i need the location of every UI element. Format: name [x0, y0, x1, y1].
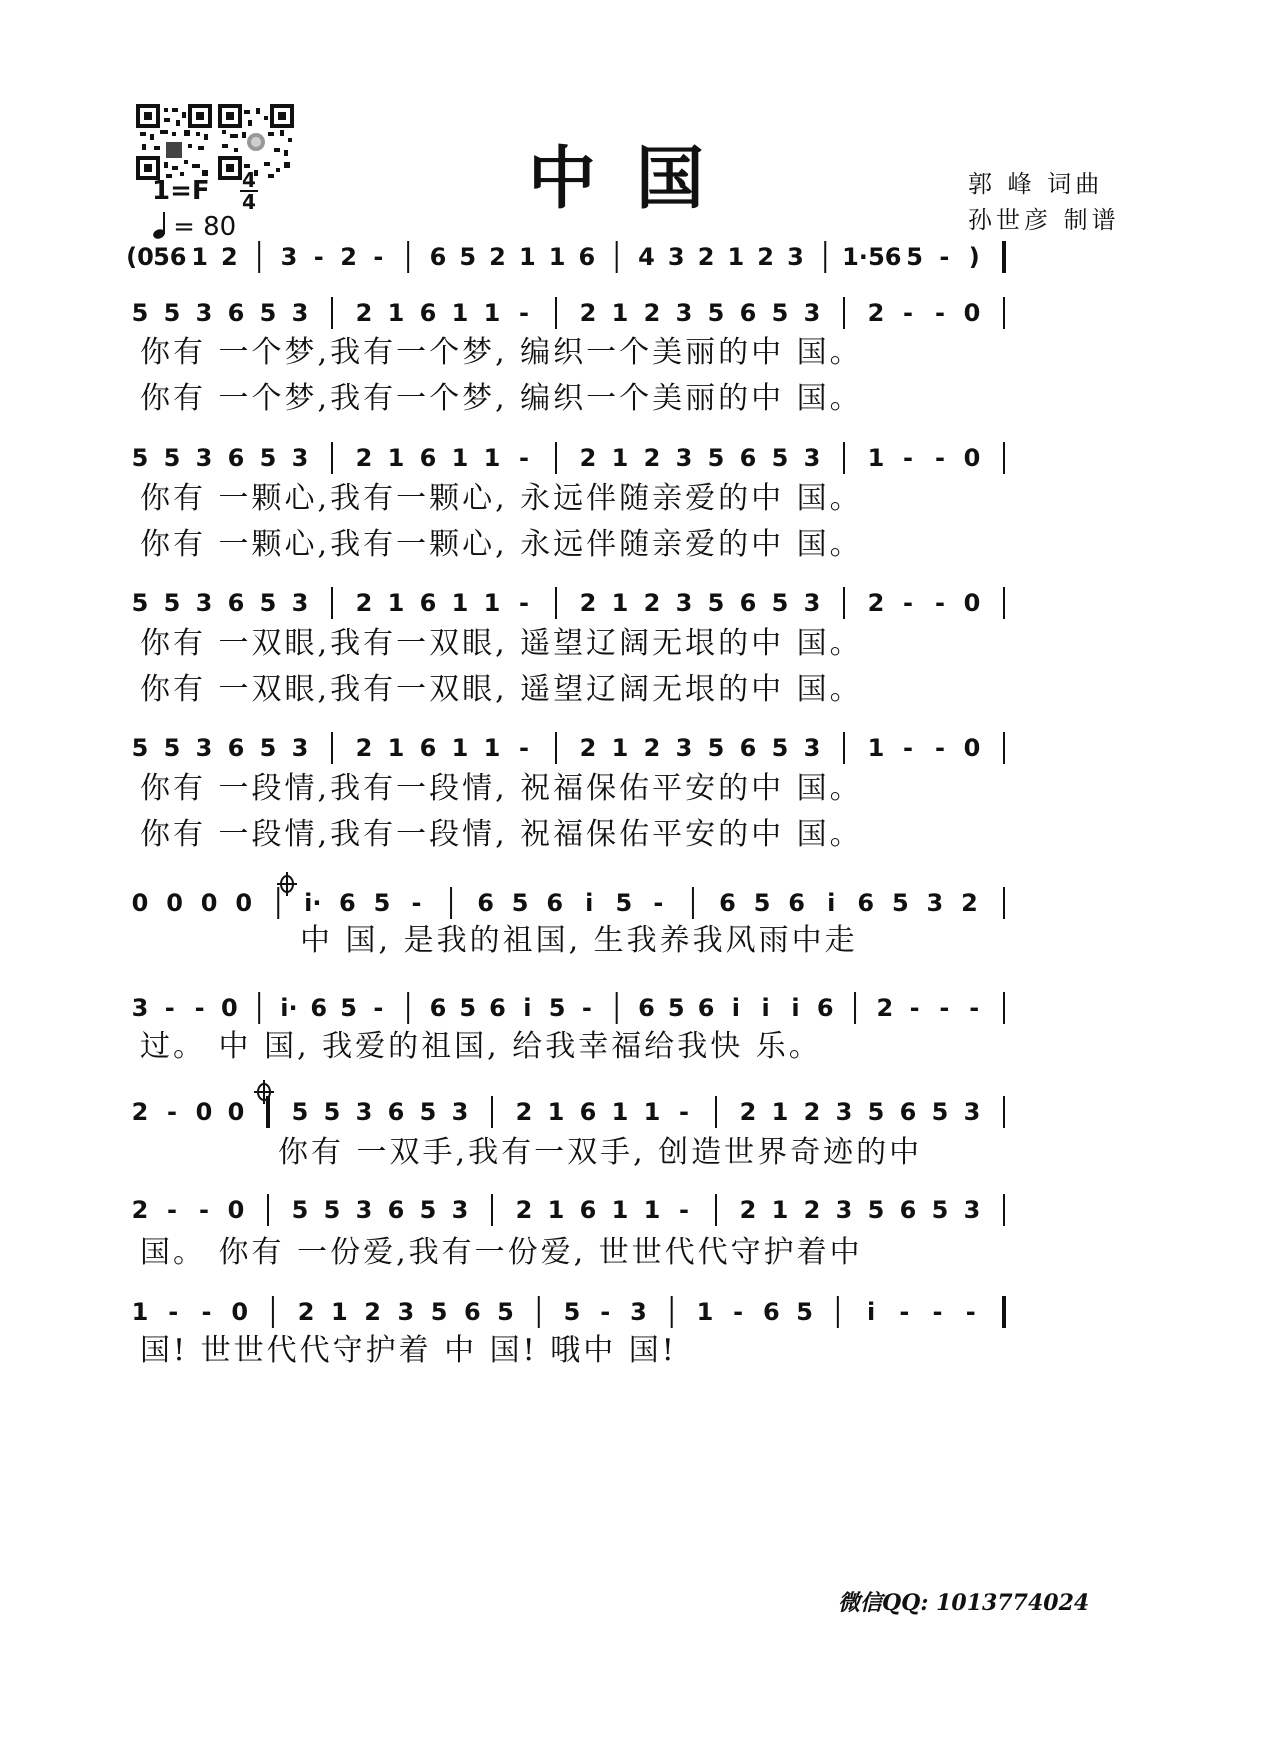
lyric-line: 国! 世世代代守护着 中 国! 哦中 国! [140, 1333, 677, 1368]
note: 6 [429, 994, 447, 1022]
note: - [313, 243, 324, 271]
note: 2 [867, 299, 885, 327]
note: 2 [489, 243, 506, 271]
note: 6 [227, 589, 245, 617]
note: 3 [675, 589, 693, 617]
engraver-credit: 孙世彦 制谱 [968, 206, 1120, 234]
note: 2 [355, 734, 373, 762]
note: 5 [771, 734, 789, 762]
note: 6 [578, 243, 596, 271]
note: 5 [419, 1196, 437, 1224]
note: 6 [419, 444, 437, 472]
note: 1 [131, 1298, 149, 1326]
lyric-line: 你有 一双手,我有一双手, 创造世界奇迹的中 [278, 1135, 923, 1170]
note: 2 [131, 1196, 149, 1224]
note: i [866, 1298, 876, 1326]
note: 0 [195, 1098, 213, 1126]
note: 6 [579, 1098, 597, 1126]
note: 6 [463, 1298, 481, 1326]
note: 6 [739, 299, 757, 327]
note: 3 [291, 444, 309, 472]
note: 5 [796, 1298, 813, 1326]
note: 5 [163, 444, 181, 472]
note: 2 [515, 1196, 533, 1224]
note: 1 [387, 734, 405, 762]
note: 3 [195, 299, 213, 327]
lyric-line: 中 国, 是我的祖国, 生我养我风雨中走 [300, 923, 858, 958]
note: i· [280, 994, 298, 1022]
note: 5 [771, 589, 789, 617]
note: 1 [643, 1196, 661, 1224]
note: - [733, 1298, 744, 1326]
note: 3 [451, 1098, 469, 1126]
segno-coda-icon [254, 1080, 274, 1104]
note: - [373, 243, 384, 271]
note: 5 [291, 1196, 309, 1224]
note: 5 [323, 1196, 341, 1224]
segno-coda-icon [277, 872, 297, 896]
note: 6 [638, 994, 655, 1022]
note: 1 [771, 1098, 789, 1126]
note: 6 [419, 589, 437, 617]
note: - [201, 1298, 212, 1326]
note: 1 [547, 1196, 565, 1224]
note: 6 [387, 1196, 405, 1224]
note: - [935, 589, 945, 617]
note: 1 [191, 243, 208, 271]
note: 1 [611, 734, 629, 762]
note: 6 [489, 994, 506, 1022]
note: 5 [707, 589, 725, 617]
note: 5 [259, 299, 277, 327]
note: 5 [771, 299, 789, 327]
note: 3 [195, 734, 213, 762]
lyric-line: 你有 一段情,我有一段情, 祝福保佑平安的中 国。 [140, 817, 863, 852]
note: 5 [291, 1098, 309, 1126]
note: 1 [451, 299, 469, 327]
note: - [935, 734, 945, 762]
note: 1 [547, 1098, 565, 1126]
note: 6 [739, 589, 757, 617]
note: 3 [630, 1298, 647, 1326]
note: 1 [483, 444, 501, 472]
note: 3 [291, 589, 309, 617]
note: 1 [451, 444, 469, 472]
note: 2 [355, 589, 373, 617]
note: 6 [546, 889, 564, 917]
note: 4 [638, 243, 655, 271]
note: - [411, 889, 422, 917]
note: 6 [387, 1098, 405, 1126]
note: 0 [200, 889, 218, 917]
note: 3 [451, 1196, 469, 1224]
note: 1 [331, 1298, 348, 1326]
note: i [585, 889, 594, 917]
note: 2 [340, 243, 357, 271]
note: 5 [131, 444, 149, 472]
note: 5 [259, 444, 277, 472]
tempo-text: = 80 [173, 212, 237, 242]
lyric-line: 你有 一个梦,我有一个梦, 编织一个美丽的中 国。 [140, 335, 863, 370]
composer-credit: 郭 峰 词曲 [968, 170, 1104, 198]
note: 56 [868, 243, 902, 271]
note: - [519, 299, 529, 327]
note: 5 [259, 734, 277, 762]
note: 6 [899, 1098, 917, 1126]
note: 3 [195, 444, 213, 472]
note: 2 [643, 734, 661, 762]
note: - [600, 1298, 611, 1326]
note: 6 [816, 994, 834, 1022]
note: - [903, 734, 913, 762]
note: - [519, 589, 529, 617]
note: 5 [867, 1196, 885, 1224]
note: 0 [963, 589, 981, 617]
note: 5 [259, 589, 277, 617]
note: 2 [221, 243, 238, 271]
note: 1 [611, 589, 629, 617]
note: 1 [451, 734, 469, 762]
note: 2 [697, 243, 715, 271]
note: - [909, 994, 920, 1022]
note: - [969, 994, 980, 1022]
note: 5 [615, 889, 633, 917]
note: 2 [803, 1196, 821, 1224]
note: - [965, 1298, 976, 1326]
note: 0 [963, 734, 981, 762]
note: 3 [355, 1196, 373, 1224]
note: - [167, 1196, 177, 1224]
note: 5 [707, 299, 725, 327]
score-system [132, 587, 1004, 707]
note: 3 [803, 299, 821, 327]
note: 6 [310, 994, 328, 1022]
note: - [373, 994, 384, 1022]
note: 2 [803, 1098, 821, 1126]
note: - [903, 444, 913, 472]
note: 2 [739, 1196, 757, 1224]
note: 1 [611, 1196, 629, 1224]
score-system [132, 887, 1004, 958]
note: - [903, 299, 913, 327]
note: ) [968, 243, 980, 271]
note: 0 [963, 299, 981, 327]
note: 1 [548, 243, 566, 271]
note: i [791, 994, 800, 1022]
note: 6 [339, 889, 356, 917]
note: 1 [727, 243, 745, 271]
note: - [581, 994, 592, 1022]
note: 6 [227, 734, 245, 762]
note: 2 [961, 889, 978, 917]
note: 5 [563, 1298, 581, 1326]
note: 1 [643, 1098, 661, 1126]
note: 5 [131, 734, 149, 762]
note: - [935, 444, 945, 472]
lyric-line: 国。 你有 一份爱,我有一份爱, 世世代代守护着中 [140, 1235, 863, 1270]
note: 1 [483, 589, 501, 617]
note: i [523, 994, 532, 1022]
note: 3 [397, 1298, 415, 1326]
page-title: 中国 [527, 139, 744, 219]
lyric-line: 你有 一段情,我有一段情, 祝福保佑平安的中 国。 [140, 771, 863, 806]
note: 2 [867, 589, 885, 617]
note: - [168, 1298, 179, 1326]
score-system [132, 1194, 1004, 1270]
note: i [827, 889, 836, 917]
lyric-line: 你有 一颗心,我有一颗心, 永远伴随亲爱的中 国。 [140, 481, 863, 516]
note: 5 [163, 734, 181, 762]
note: - [679, 1098, 689, 1126]
note: 2 [739, 1098, 757, 1126]
note: 3 [835, 1196, 853, 1224]
note: 2 [297, 1298, 315, 1326]
note: 6 [227, 444, 245, 472]
note: 2 [515, 1098, 533, 1126]
note: 5 [419, 1098, 437, 1126]
note: 3 [675, 444, 693, 472]
note: 2 [355, 444, 373, 472]
note: 6 [579, 1196, 597, 1224]
lyric-line: 你有 一双眼,我有一双眼, 遥望辽阔无垠的中 国。 [140, 672, 863, 707]
note: 3 [963, 1196, 981, 1224]
note: 1 [387, 444, 405, 472]
note: 2 [579, 299, 597, 327]
note: i [731, 994, 740, 1022]
lyric-line: 过。 中 国, 我爱的祖国, 给我幸福给我快 乐。 [140, 1029, 822, 1064]
note: - [199, 1196, 209, 1224]
note: - [932, 1298, 943, 1326]
note: - [935, 299, 945, 327]
note: - [167, 1098, 177, 1126]
lyric-line: 你有 一颗心,我有一颗心, 永远伴随亲爱的中 国。 [140, 527, 863, 562]
note: 1 [867, 734, 885, 762]
key-signature: 1=F [152, 176, 210, 206]
note: 1 [518, 243, 536, 271]
note: - [519, 734, 529, 762]
note: 1 [696, 1298, 714, 1326]
note: 6 [719, 889, 736, 917]
lyric-line: 你有 一个梦,我有一个梦, 编织一个美丽的中 国。 [140, 381, 863, 416]
note: 6 [697, 994, 715, 1022]
watermark-contact: 微信QQ: 1013774024 [838, 1590, 1090, 1616]
note: 2 [643, 299, 661, 327]
note: 3 [803, 589, 821, 617]
note: 3 [291, 299, 309, 327]
note: 6 [739, 444, 757, 472]
note: 3 [667, 243, 685, 271]
note: 3 [926, 889, 944, 917]
note: - [903, 589, 913, 617]
note: - [939, 243, 950, 271]
note: 5 [548, 994, 566, 1022]
note: 6 [227, 299, 245, 327]
lyric-line: 你有 一双眼,我有一双眼, 遥望辽阔无垠的中 国。 [140, 626, 863, 661]
note: 1 [483, 734, 501, 762]
note: (0 [126, 243, 154, 271]
note: 1 [387, 299, 405, 327]
note: 3 [291, 734, 309, 762]
note: 3 [675, 299, 693, 327]
note: 1 [867, 444, 885, 472]
note: - [899, 1298, 910, 1326]
score-system [132, 992, 1004, 1064]
note: - [653, 889, 664, 917]
note: 6 [788, 889, 805, 917]
note: 0 [963, 444, 981, 472]
note: 0 [227, 1196, 245, 1224]
note: 5 [931, 1098, 949, 1126]
note: 2 [876, 994, 894, 1022]
score-system [132, 732, 1004, 852]
note: 5 [753, 889, 771, 917]
note: 2 [579, 734, 597, 762]
note: 5 [131, 299, 149, 327]
note: 5 [511, 889, 529, 917]
note: 5 [131, 589, 149, 617]
note: 5 [163, 589, 181, 617]
note: - [939, 994, 950, 1022]
note: 0 [235, 889, 253, 917]
note: 5 [340, 994, 357, 1022]
note: 0 [227, 1098, 245, 1126]
note: 2 [643, 444, 661, 472]
note: - [194, 994, 205, 1022]
note: 5 [867, 1098, 885, 1126]
note: 5 [323, 1098, 341, 1126]
note: 3 [835, 1098, 853, 1126]
score-system [132, 1096, 1004, 1170]
note: 5 [459, 243, 477, 271]
note: 1 [611, 444, 629, 472]
note: 5 [931, 1196, 949, 1224]
note: 0 [221, 994, 238, 1022]
note: 56 [153, 243, 187, 271]
note: 3 [131, 994, 149, 1022]
note: 1· [842, 243, 868, 271]
note: - [519, 444, 529, 472]
note: 5 [707, 444, 725, 472]
note: 2 [579, 444, 597, 472]
note: 2 [579, 589, 597, 617]
note: 3 [355, 1098, 373, 1126]
note: 3 [675, 734, 693, 762]
note: 5 [163, 299, 181, 327]
note: 5 [771, 444, 789, 472]
note: 2 [364, 1298, 381, 1326]
note: 6 [739, 734, 757, 762]
note: 0 [131, 889, 149, 917]
note: i· [304, 889, 322, 917]
note: 6 [419, 734, 437, 762]
note: 1 [611, 299, 629, 327]
note: - [679, 1196, 689, 1224]
note: 3 [803, 444, 821, 472]
score-system [132, 1296, 1004, 1368]
note: 2 [643, 589, 661, 617]
note: 5 [459, 994, 477, 1022]
note: 6 [477, 889, 494, 917]
note: i [761, 994, 770, 1022]
note: 6 [419, 299, 437, 327]
note: 6 [857, 889, 875, 917]
note: 6 [429, 243, 447, 271]
note: 5 [707, 734, 725, 762]
note: 5 [667, 994, 685, 1022]
note: 6 [899, 1196, 917, 1224]
note: 0 [231, 1298, 249, 1326]
note: 1 [451, 589, 469, 617]
note: 3 [280, 243, 298, 271]
score-system [126, 241, 1004, 273]
note: 1 [387, 589, 405, 617]
note: - [164, 994, 175, 1022]
note: 1 [611, 1098, 629, 1126]
note: 1 [771, 1196, 789, 1224]
note: 3 [963, 1098, 981, 1126]
note: 0 [166, 889, 183, 917]
note: 5 [373, 889, 391, 917]
note: 3 [195, 589, 213, 617]
time-signature-top: 4 [242, 168, 256, 192]
score-system [132, 442, 1004, 562]
note: 6 [763, 1298, 780, 1326]
note: 2 [355, 299, 373, 327]
note: 3 [803, 734, 821, 762]
note: 2 [757, 243, 775, 271]
note: 2 [131, 1098, 149, 1126]
note: 5 [906, 243, 923, 271]
note: 5 [891, 889, 909, 917]
note: 5 [430, 1298, 448, 1326]
note: 3 [787, 243, 804, 271]
note: 5 [497, 1298, 514, 1326]
note: 1 [483, 299, 501, 327]
time-signature-bottom: 4 [242, 190, 256, 214]
score-system [132, 297, 1004, 416]
